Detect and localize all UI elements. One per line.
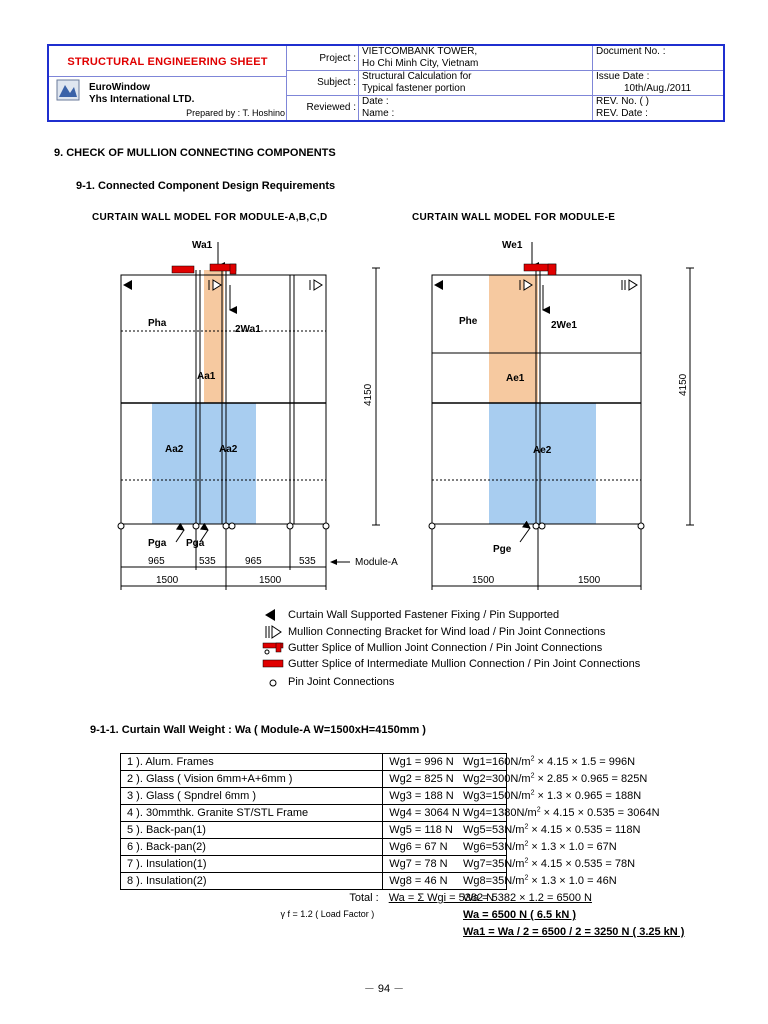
dim-1500-a: 1500 xyxy=(156,575,179,586)
table-row xyxy=(121,771,507,788)
table-row xyxy=(121,822,507,839)
load-label-wa1: Wa1 xyxy=(192,240,213,251)
legend-item-pin: Pin Joint Connections xyxy=(262,675,394,689)
project-line2: Ho Chi Minh City, Vietnam xyxy=(362,58,479,69)
total-label: Total : xyxy=(349,892,379,904)
curtain-wall-diagram-left xyxy=(0,230,768,600)
height-dimension-left: 4150 xyxy=(363,383,374,406)
weight-item: 5 ). Back-pan(1) xyxy=(121,822,383,839)
area-label-ae1: Ae1 xyxy=(506,373,525,384)
caption-left: CURTAIN WALL MODEL FOR MODULE-A,B,C,D xyxy=(92,212,328,223)
weight-item: 4 ). 30mmthk. Granite ST/STL Frame xyxy=(121,805,383,822)
gutter-splice-mullion-icon xyxy=(262,641,284,655)
subject-line1: Structural Calculation for xyxy=(362,71,472,82)
company-subname: Yhs International LTD. xyxy=(89,94,195,105)
weight-value: Wg4 = 3064 N xyxy=(383,805,507,822)
result-wa: Wa = 6500 N ( 6.5 kN ) xyxy=(463,909,577,921)
weight-item: 7 ). Insulation(1) xyxy=(121,856,383,873)
bracket-pin-icon xyxy=(262,625,284,639)
subsection-title: Connected Component Design Requirements xyxy=(98,180,336,192)
dim-1500-b: 1500 xyxy=(259,575,282,586)
issue-date-label: Issue Date : xyxy=(596,71,650,82)
calc-line: $Wg1=160N/m^2 \times 4.15 \times 1.5 = 996N$ xyxy=(463,755,636,768)
weight-item: 1 ). Alum. Frames xyxy=(121,754,383,771)
total-value: Wa = Σ Wgi = 5382 N xyxy=(388,892,495,904)
revision-date: REV. Date : xyxy=(596,108,648,119)
pin-label-pha: Pha xyxy=(148,318,167,329)
table-row xyxy=(121,805,507,822)
fixing-triangle-icon xyxy=(262,608,284,622)
prepared-by: Prepared by : T. Hoshino xyxy=(186,108,285,118)
document-number-label: Document No. : xyxy=(596,46,666,57)
table-row xyxy=(121,839,507,856)
review-name: Name : xyxy=(362,108,395,119)
pin-label-pga-1: Pga xyxy=(148,538,167,549)
reviewed-label: Reviewed : xyxy=(306,102,356,113)
weight-item: 8 ). Insulation(2) xyxy=(121,873,383,890)
revision-number: REV. No. ( ) xyxy=(596,96,649,107)
total-row xyxy=(121,890,507,907)
weight-section-title: 9-1-1. Curtain Wall Weight : Wa ( Module-A W=1500xH=4150mm ) xyxy=(90,724,426,736)
load-label-2wa1: 2Wa1 xyxy=(235,324,261,335)
dim-535-b: 535 xyxy=(299,556,316,567)
calc-line: $Wg8=35N/m^2 \times 1.3 \times 1.0 = 46N$ xyxy=(463,874,617,887)
dim-965-a: 965 xyxy=(148,556,165,567)
load-label-we1: We1 xyxy=(502,240,523,251)
area-label-aa2-left: Aa2 xyxy=(165,444,184,455)
issue-date-value: 10th/Aug./2011 xyxy=(624,83,692,94)
pin-label-pge: Pge xyxy=(493,544,512,555)
weight-value: Wg7 = 78 N xyxy=(383,856,507,873)
table-row xyxy=(121,788,507,805)
legend-item-gutter-mullion: Gutter Splice of Mullion Joint Connection / Pin Joint Connections xyxy=(262,641,602,655)
pin-label-phe: Phe xyxy=(459,316,478,327)
legend-item-fixing: Curtain Wall Supported Fastener Fixing / Pin Supported xyxy=(262,608,559,622)
company-logo-icon xyxy=(56,79,80,101)
weight-value: Wg6 = 67 N xyxy=(383,839,507,856)
section-heading: 9. CHECK OF MULLION CONNECTING COMPONENTS xyxy=(54,147,336,159)
sheet-title: STRUCTURAL ENGINEERING SHEET xyxy=(67,56,268,68)
caption-right: CURTAIN WALL MODEL FOR MODULE-E xyxy=(412,212,616,223)
calc-line: $Wg3=150N/m^2 \times 1.3 \times 0.965 = 188N$ xyxy=(463,789,642,802)
calc-line: $Wg5=53N/m^2 \times 4.15 \times 0.535 = 118N$ xyxy=(463,823,641,836)
dim-535-a: 535 xyxy=(199,556,216,567)
company-name: EuroWindow xyxy=(89,82,151,93)
weight-value: Wg3 = 188 N xyxy=(383,788,507,805)
module-a-note: Module-A xyxy=(355,557,398,568)
weight-value: Wg2 = 825 N xyxy=(383,771,507,788)
subject-line2: Typical fastener portion xyxy=(362,83,466,94)
area-label-aa2-right: Aa2 xyxy=(219,444,238,455)
calc-line: $Wg7=35N/m^2 \times 4.15 \times 0.535 = 78N$ xyxy=(463,857,636,870)
table-row xyxy=(121,856,507,873)
dim-1500-d: 1500 xyxy=(578,575,601,586)
pin-joint-circle-icon xyxy=(262,675,284,689)
project-label: Project : xyxy=(319,53,356,64)
subsection-heading xyxy=(76,180,335,192)
table-row xyxy=(121,873,507,890)
weight-value: Wg8 = 46 N xyxy=(383,873,507,890)
load-factor: γ f = 1.2 ( Load Factor ) xyxy=(280,909,375,919)
gutter-splice-intermediate-icon xyxy=(262,657,284,671)
height-dimension-right: 4150 xyxy=(678,373,689,396)
document-header xyxy=(47,44,725,122)
weight-item: 2 ). Glass ( Vision 6mm+A+6mm ) xyxy=(121,771,383,788)
load-label-2we1: 2We1 xyxy=(551,320,577,331)
result-wa1: Wa1 = Wa / 2 = 6500 / 2 = 3250 N ( 3.25 kN ) xyxy=(463,926,685,938)
load-factor-row xyxy=(121,906,507,922)
legend-item-gutter-intermediate: Gutter Splice of Intermediate Mullion Connection / Pin Joint Connections xyxy=(262,657,640,671)
review-date: Date : xyxy=(362,96,389,107)
area-label-aa1: Aa1 xyxy=(197,371,216,382)
dim-1500-c: 1500 xyxy=(472,575,495,586)
weight-value: Wg5 = 118 N xyxy=(383,822,507,839)
weight-item: 6 ). Back-pan(2) xyxy=(121,839,383,856)
weight-item: 3 ). Glass ( Spndrel 6mm ) xyxy=(121,788,383,805)
pin-label-pga-2: Pga xyxy=(186,538,205,549)
weight-table xyxy=(120,753,507,922)
project-line1: VIETCOMBANK TOWER, xyxy=(362,46,478,57)
calc-line: $Wg4=1380N/m^2 \times 4.15 \times 0.535 = 3064N$ xyxy=(463,806,660,819)
dim-965-b: 965 xyxy=(245,556,262,567)
table-row xyxy=(121,754,507,771)
subject-label: Subject : xyxy=(317,77,356,88)
page-number: － 94 － xyxy=(363,983,405,995)
result-wa-factored: Wa = 5382 × 1.2 = 6500 N xyxy=(463,892,592,904)
legend-item-bracket: Mullion Connecting Bracket for Wind load / Pin Joint Connections xyxy=(262,625,605,639)
calc-line: $Wg2=300N/m^2 \times 2.85 \times 0.965 = 825N$ xyxy=(463,772,648,785)
weight-value: Wg1 = 996 N xyxy=(383,754,507,771)
area-label-ae2: Ae2 xyxy=(533,445,552,456)
calc-line: $Wg6=53N/m^2 \times 1.3 \times 1.0 = 67N$ xyxy=(463,840,617,853)
subsection-number: 9-1. xyxy=(76,180,95,192)
